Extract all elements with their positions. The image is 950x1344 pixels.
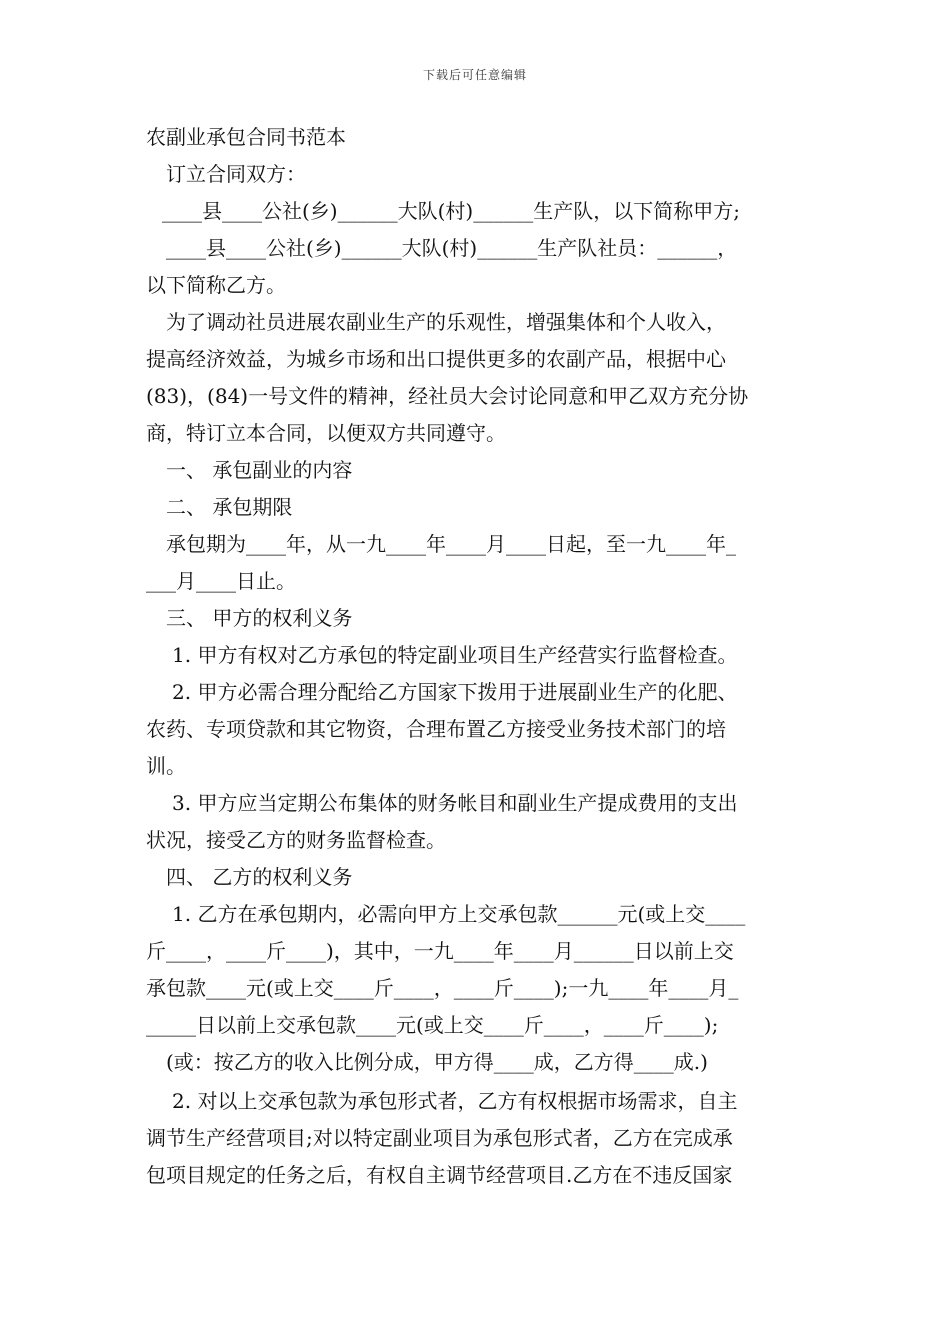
paragraph-line: 承包期为____年，从一九____年____月____日起，至一九____年_ bbox=[166, 532, 736, 556]
paragraph-line: 斤____，____斤____)，其中，一九____年____月______日以前上交 bbox=[146, 939, 734, 963]
paragraph-line: 状况，接受乙方的财务监督检查。 bbox=[146, 828, 446, 852]
paragraph-line: 3. 甲方应当定期公布集体的财务帐目和副业生产提成费用的支出 bbox=[172, 791, 738, 815]
section-heading: 一、 承包副业的内容 bbox=[166, 458, 353, 482]
paragraph-line: ____县____公社(乡)______大队(村)______生产队，以下简称甲方; bbox=[162, 199, 740, 223]
section-heading: 三、 甲方的权利义务 bbox=[166, 606, 353, 630]
paragraph-line: 2. 对以上交承包款为承包形式者，乙方有权根据市场需求，自主 bbox=[172, 1089, 738, 1113]
paragraph-line: _____日以前上交承包款____元(或上交____斤____，____斤____); bbox=[146, 1013, 719, 1037]
paragraph-line: 提高经济效益，为城乡市场和出口提供更多的农副产品，根据中心 bbox=[146, 347, 726, 371]
paragraph-line: ___月____日止。 bbox=[146, 569, 296, 593]
paragraph-line: ____县____公社(乡)______大队(村)______生产队社员：______， bbox=[166, 236, 738, 260]
paragraph-line: 2. 甲方必需合理分配给乙方国家下拨用于进展副业生产的化肥、 bbox=[172, 680, 738, 704]
paragraph-line: 调节生产经营项目;对以特定副业项目为承包形式者，乙方在完成承 bbox=[146, 1126, 733, 1150]
paragraph-line: 1. 乙方在承包期内，必需向甲方上交承包款______元(或上交____ bbox=[172, 902, 746, 926]
paragraph-line: 商，特订立本合同，以便双方共同遵守。 bbox=[146, 421, 506, 445]
paragraph-line: 训。 bbox=[146, 754, 186, 778]
paragraph-line: 包项目规定的任务之后，有权自主调节经营项目.乙方在不违反国家 bbox=[146, 1163, 733, 1187]
page-header: 下载后可任意编辑 bbox=[422, 68, 527, 82]
paragraph-line: 以下简称乙方。 bbox=[146, 273, 286, 297]
paragraph-line: 1. 甲方有权对乙方承包的特定副业项目生产经营实行监督检查。 bbox=[172, 643, 738, 667]
paragraph-line: (83)，(84)一号文件的精神，经社员大会讨论同意和甲乙双方充分协 bbox=[146, 384, 749, 408]
section-heading: 二、 承包期限 bbox=[166, 495, 293, 519]
paragraph-line: 农药、专项贷款和其它物资，合理布置乙方接受业务技术部门的培 bbox=[146, 717, 726, 741]
paragraph-line: 为了调动社员进展农副业生产的乐观性，增强集体和个人收入， bbox=[166, 310, 726, 334]
paragraph-line: 承包款____元(或上交____斤____，____斤____);一九____年____月_ bbox=[146, 976, 739, 1000]
section-heading: 四、 乙方的权利义务 bbox=[166, 865, 353, 889]
paragraph-line: (或：按乙方的收入比例分成，甲方得____成，乙方得____成.) bbox=[166, 1050, 708, 1074]
paragraph-line: 订立合同双方： bbox=[166, 162, 306, 186]
document-title: 农副业承包合同书范本 bbox=[146, 125, 346, 149]
